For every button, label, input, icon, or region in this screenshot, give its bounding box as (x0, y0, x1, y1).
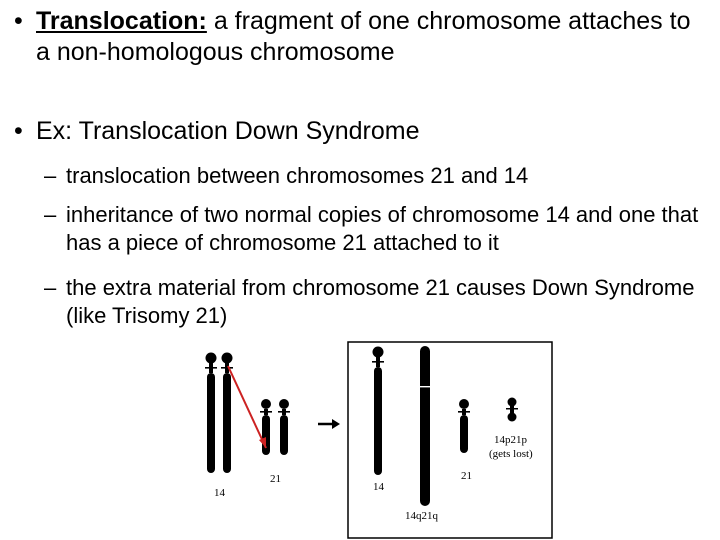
chromosome-21-right (458, 399, 470, 453)
sub-bullet-text: the extra material from chromosome 21 causes Down Syndrome (like Trisomy 21) (66, 275, 695, 328)
chromosome-14p21p (506, 398, 518, 422)
definition-text: a fragment of one chromosome attaches to a non-homologous chromosome (36, 7, 691, 66)
label-14p21p: 14p21p (494, 434, 527, 446)
sub-bullet-marker: – (44, 202, 57, 227)
sub-bullet-text: translocation between chromosomes 21 and 14 (66, 163, 529, 188)
label-14q21q: 14q21q (405, 510, 438, 522)
bullet-marker: • (14, 117, 23, 145)
translocation-red-arrow (228, 366, 266, 448)
bullet-text: Ex: Translocation Down Syndrome (36, 117, 420, 145)
sub-bullet-text: inheritance of two normal copies of chromosome 14 and one that has a piece of chromosome 21 attached to it (66, 202, 699, 255)
result-arrow (318, 419, 340, 429)
karyotype-figure (190, 338, 560, 540)
bullet-text (36, 6, 696, 68)
label-gets-lost: (gets lost) (489, 448, 533, 460)
label-21-left: 21 (270, 473, 281, 485)
chromosome-14-right-normal (372, 347, 384, 476)
bullet-marker: • (14, 7, 23, 35)
term-translocation: Translocation: (36, 7, 207, 35)
label-14-left: 14 (214, 487, 225, 499)
label-21-right: 21 (461, 470, 472, 482)
sub-bullet-marker: – (44, 275, 57, 300)
chromosome-14-left-a (205, 353, 217, 474)
label-14-right: 14 (373, 481, 384, 493)
chromosome-14q21q (418, 346, 432, 506)
chromosome-21-left-b (278, 399, 290, 455)
sub-bullet-marker: – (44, 163, 57, 188)
